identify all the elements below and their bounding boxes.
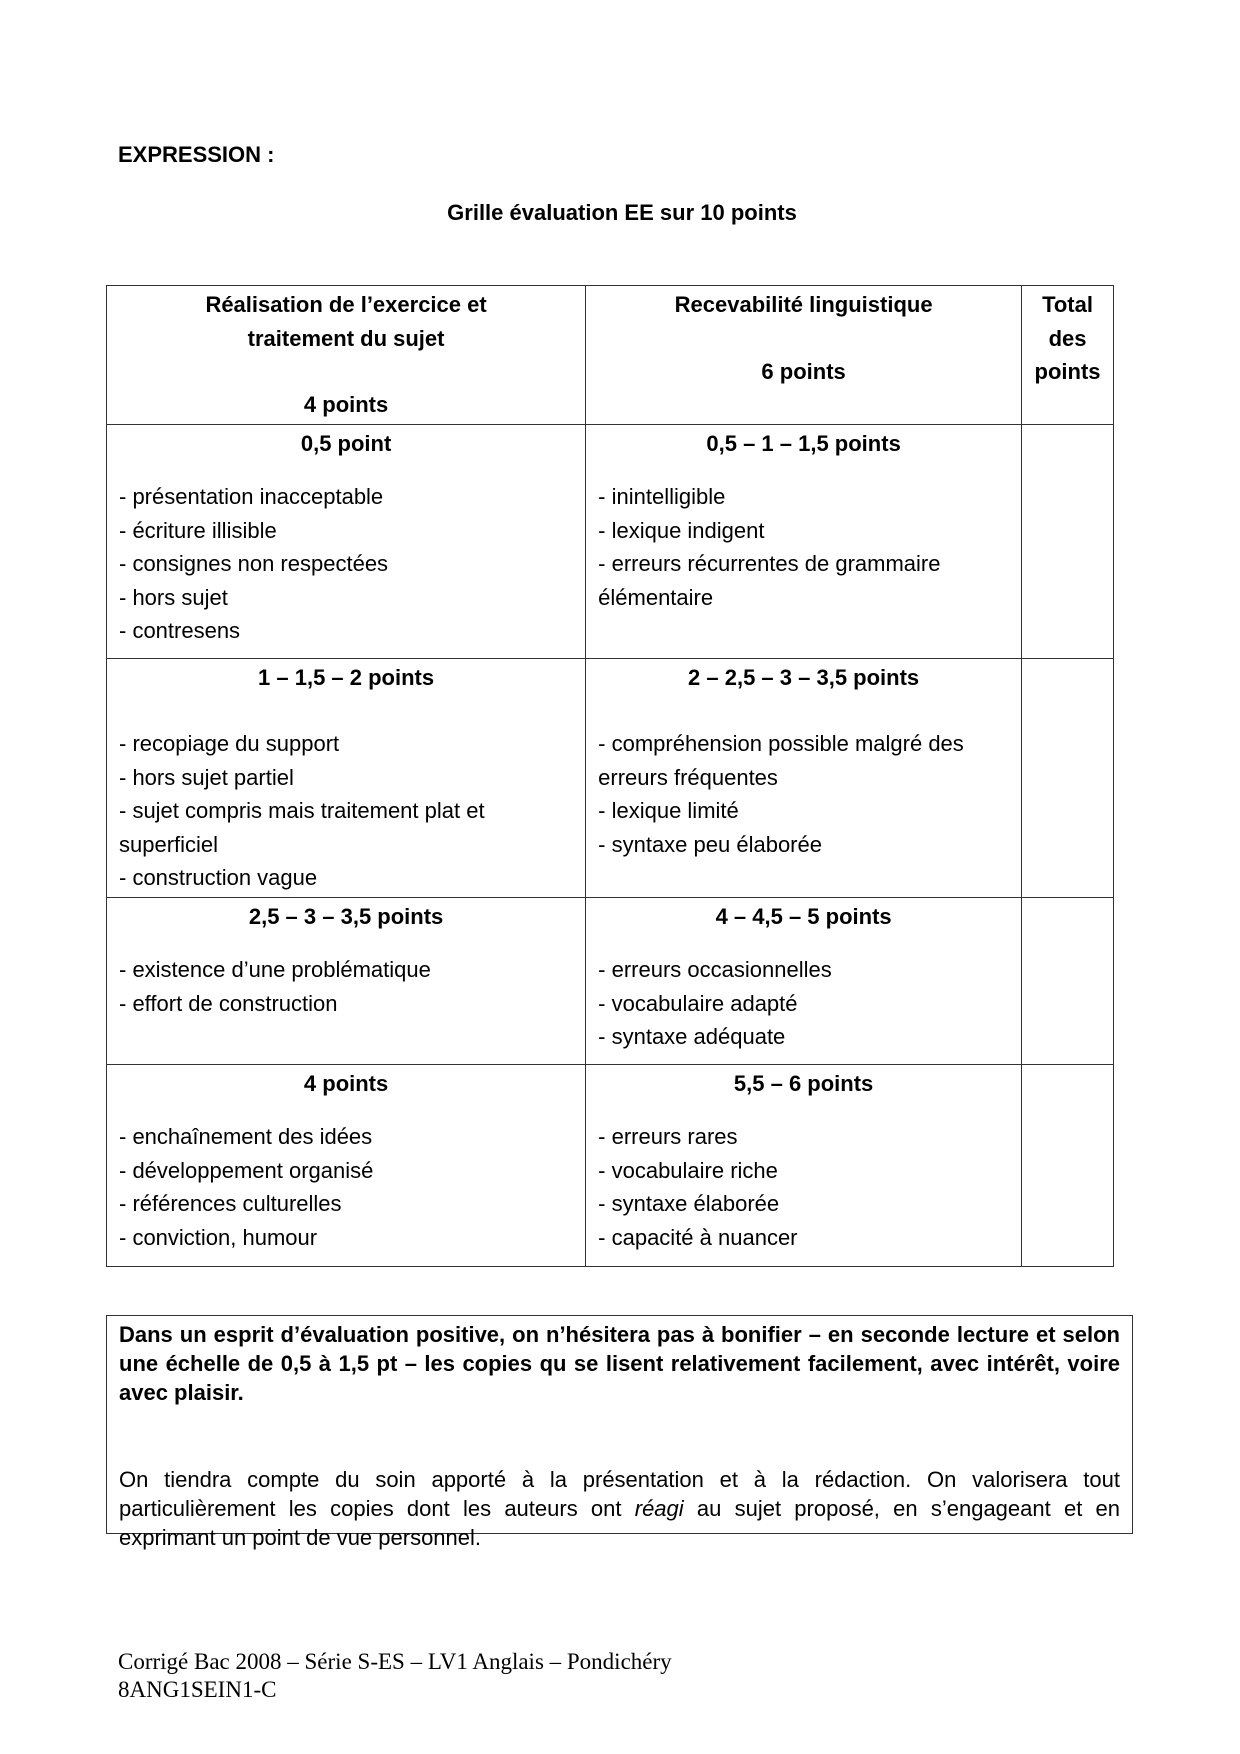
criterion: - développement organisé: [119, 1157, 374, 1183]
criterion: - syntaxe adéquate: [598, 1024, 786, 1049]
criterion: - sujet compris mais traitement plat et superficiel: [119, 798, 485, 857]
criterion: - conviction, humour: [119, 1224, 318, 1250]
footer-code: 8ANG1SEIN1-C: [118, 1677, 277, 1702]
cell-realisation: [107, 424, 586, 658]
cell-total: [1022, 897, 1114, 1064]
criterion: - erreurs rares: [598, 1124, 738, 1149]
bonus-note: Dans un esprit d’évaluation positive, on n’hésitera pas à bonifier – en seconde lecture et selon une échelle de 0,5 à 1,5 pt – les copies qu se lisent relativement facilement, avec intérêt, voire avec plaisir.: [119, 1322, 1120, 1405]
cell-recevabilite: [586, 897, 1022, 1064]
cell-total: [1022, 424, 1114, 658]
evaluation-grid: [106, 285, 1114, 1267]
criterion: - enchaînement des idées: [119, 1124, 373, 1149]
criterion: - construction vague: [119, 865, 318, 890]
header-total: [1022, 286, 1114, 425]
cell-recevabilite: [586, 1064, 1022, 1266]
header-line: traitement du sujet: [247, 325, 445, 351]
criterion: - hors sujet partiel: [119, 764, 294, 790]
score: 0,5 point: [300, 430, 392, 456]
criterion: - capacité à nuancer: [598, 1224, 798, 1250]
header-line: points: [1034, 359, 1101, 384]
criterion: - compréhension possible malgré des erreurs fréquentes: [598, 731, 964, 790]
criterion: - erreurs occasionnelles: [598, 957, 832, 982]
score: 1 – 1,5 – 2 points: [258, 664, 435, 690]
criterion: - recopiage du support: [119, 731, 340, 756]
criterion: - hors sujet: [119, 584, 228, 610]
criterion: - erreurs récurrentes de grammaire élémentaire: [598, 551, 941, 610]
grid-title: Grille évaluation EE sur 10 points: [447, 200, 797, 225]
criterion: - vocabulaire riche: [598, 1157, 778, 1183]
footer: [118, 1648, 672, 1704]
note-text: On tiendra compte du soin apporté à la présentation et à la rédaction. On valorisera tout particulièrement les copies dont les auteurs ont: [119, 1467, 1120, 1521]
criterion: - vocabulaire adapté: [598, 990, 798, 1016]
header-line: des: [1048, 325, 1087, 351]
table-row: [107, 1064, 1114, 1266]
criterion: - inintelligible: [598, 484, 726, 509]
header-line: Recevabilité linguistique: [674, 292, 933, 317]
table-row: [107, 658, 1114, 897]
header-row: [107, 286, 1114, 425]
score: 4 points: [303, 1070, 389, 1096]
bonus-note-box: [106, 1315, 1133, 1550]
score: 4 – 4,5 – 5 points: [715, 903, 892, 929]
footer-line: Corrigé Bac 2008 – Série S-ES – LV1 Anglais – Pondichéry: [118, 1649, 672, 1674]
note-text: au sujet proposé, en s’engageant et en exprimant un point de vue personnel.: [119, 1496, 1121, 1550]
header-recevabilite: [586, 286, 1022, 425]
criterion: - syntaxe peu élaborée: [598, 831, 822, 857]
cell-recevabilite: [586, 424, 1022, 658]
header-points: 4 points: [303, 392, 389, 417]
table-row: [107, 897, 1114, 1064]
section-heading: EXPRESSION :: [118, 142, 275, 167]
cell-realisation: [107, 1064, 586, 1266]
criterion: - lexique limité: [598, 798, 739, 823]
score: 5,5 – 6 points: [733, 1070, 874, 1096]
header-realisation: [107, 286, 586, 425]
header-line: Réalisation de l’exercice et: [205, 292, 487, 317]
cell-realisation: [107, 897, 586, 1064]
criterion: - présentation inacceptable: [119, 484, 384, 509]
criterion: - écriture illisible: [119, 517, 277, 543]
presentation-note: [119, 1465, 1120, 1552]
criterion: - lexique indigent: [598, 517, 765, 543]
criterion: - syntaxe élaborée: [598, 1191, 780, 1216]
criterion: - existence d’une problématique: [119, 957, 431, 982]
score: 0,5 – 1 – 1,5 points: [706, 430, 901, 456]
table-row: [107, 424, 1114, 658]
score: 2,5 – 3 – 3,5 points: [248, 903, 444, 929]
header-points: 6 points: [761, 358, 846, 384]
score: 2 – 2,5 – 3 – 3,5 points: [688, 664, 920, 690]
cell-total: [1022, 1064, 1114, 1266]
criterion: - références culturelles: [119, 1191, 342, 1216]
criterion: - effort de construction: [119, 990, 338, 1016]
criterion: - contresens: [119, 618, 241, 643]
cell-realisation: [107, 658, 586, 897]
header-line: Total: [1042, 292, 1093, 317]
criterion: - consignes non respectées: [119, 551, 389, 576]
cell-recevabilite: [586, 658, 1022, 897]
note-emphasis: réagi: [634, 1496, 684, 1521]
cell-total: [1022, 658, 1114, 897]
